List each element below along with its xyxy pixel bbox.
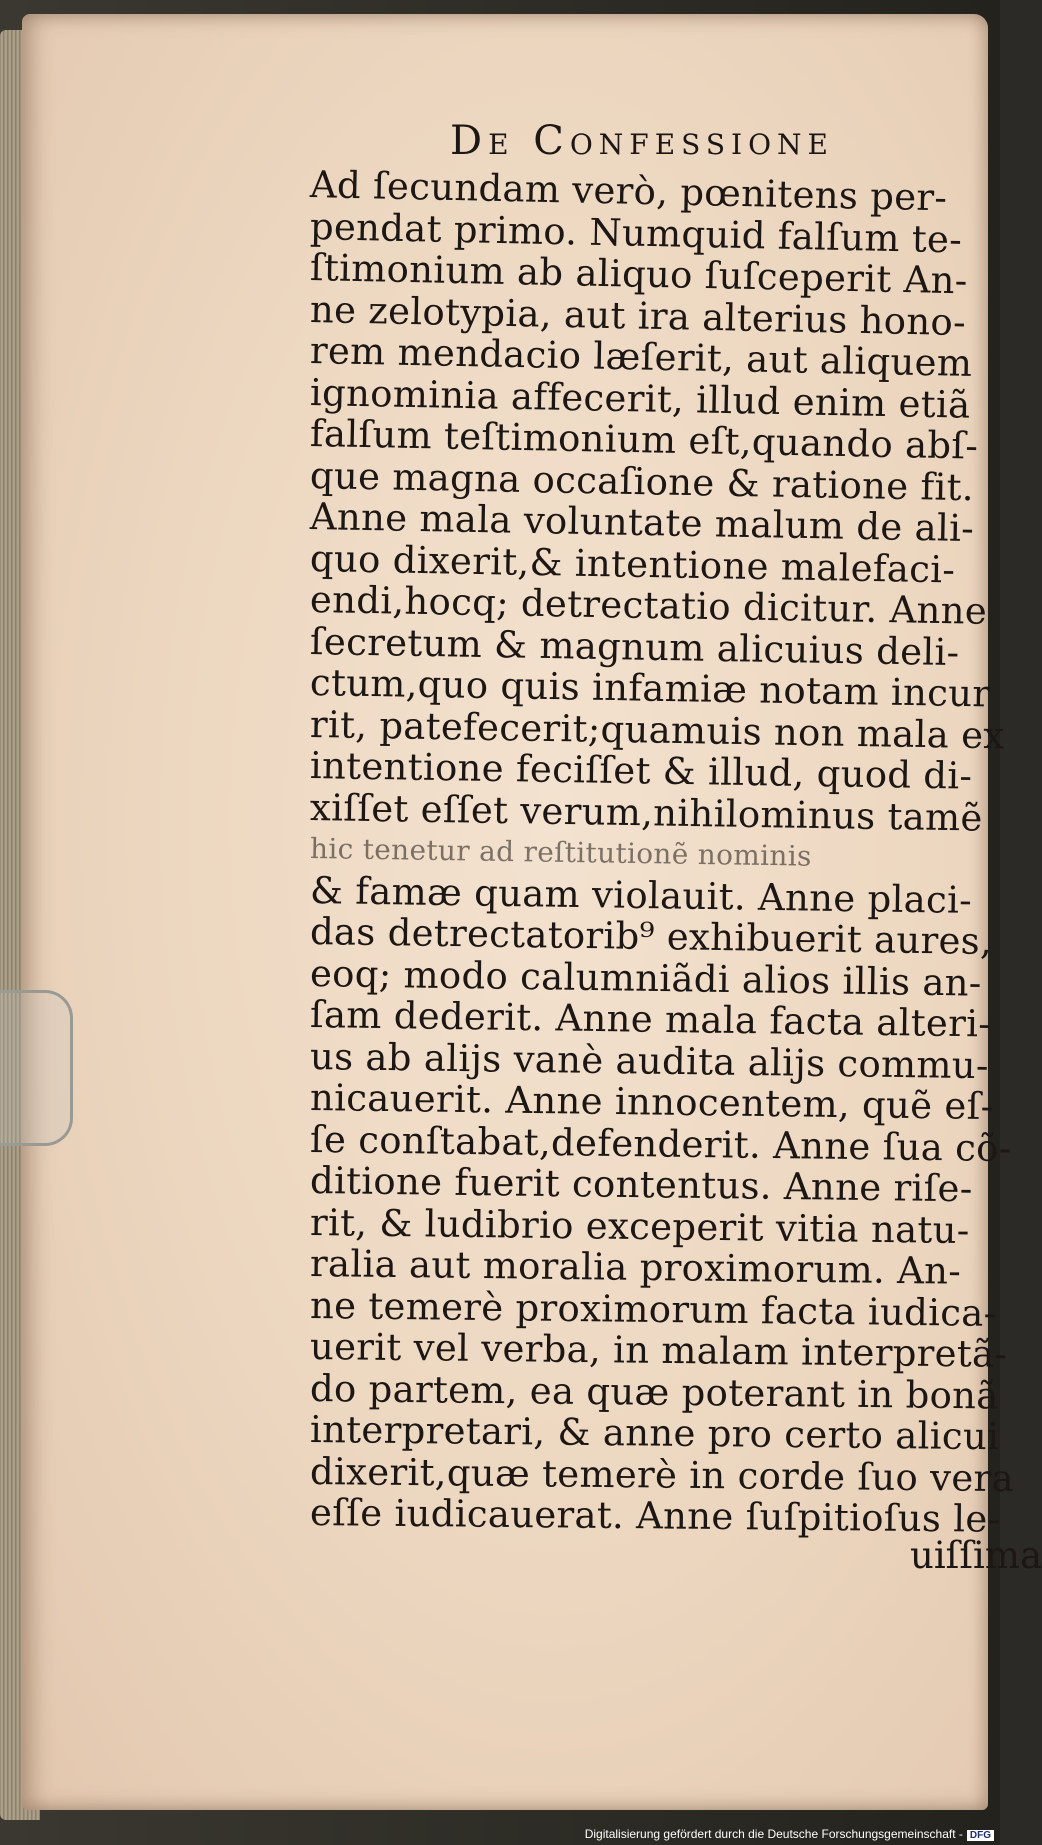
text-line: pendat primo. Numquid falſum te- [309,204,963,261]
page-clip [0,990,73,1146]
text-line: rit, & ludibrio exceperit vitia natu- [309,1200,970,1252]
text-line: ſecretum & magnum alicuius deli- [309,619,960,674]
text-line: ctum,quo quis infamiæ notam incur [309,661,991,716]
text-line: que magna occaſione & ratione fit. [309,453,975,509]
page-text [309,118,1042,1578]
text-line: & famæ quam violauit. Anne placi- [309,868,973,922]
text-line: eſſe iudicauerat. Anne ſuſpitioſus le- [309,1491,1001,1541]
text-line: ditione fuerit contentus. Anne riſe- [309,1159,973,1211]
text-line: rit, patefecerit;quamuis non mala ex [309,702,1005,757]
text-line: rem mendacio læſerit, aut aliquem [309,329,973,385]
text-line: ignominia affecerit, illud enim etiã [309,370,971,427]
digitization-credit [585,1827,994,1841]
text-line: falſum teſtimonium eſt,quando abſ- [309,412,979,468]
text-line: us ab alijs vanè audita alijs commu- [309,1034,990,1087]
text-line: nicauerit. Anne innocentem, quẽ eſ- [309,1076,994,1129]
text-line: hic tenetur ad reſtitutionẽ nominis [309,832,812,873]
running-header: De Confessione [450,118,834,164]
text-line: intentione feciſſet & illud, quod di- [309,744,973,798]
text-line: xiſſet eſſet verum,nihilominus tamẽ [309,785,984,840]
text-line: Anne mala voluntate malum de ali- [309,495,975,551]
dfg-logo: DFG [967,1830,994,1841]
text-line: ralia aut moralia proximorum. An- [309,1242,962,1293]
text-line: endi,hocq; detrectatio dicitur. Anne [309,578,988,633]
text-line: das detrectatorib⁹ exhibuerit aures, [309,910,993,963]
text-line: do partem, ea quæ poterant in bonã [309,1366,999,1417]
text-line: ne temerè proximorum facta iudica- [309,1283,997,1335]
text-line: ne zelotypia, aut ira alterius hono- [309,287,967,344]
text-line: ſe conſtabat,defenderit. Anne ſua cõ- [309,1117,1012,1170]
catchword: uiſſima [910,1533,1042,1577]
text-line: quo dixerit,& intentione malefaci- [309,536,956,591]
text-line: eoq; modo calumniãdi alios illis an- [309,951,982,1005]
text-line: Ad ſecundam verò, pœnitens per- [309,163,948,220]
credit-text: Digitalisierung gefördert durch die Deutsche Forschungsgemeinschaft - [584,1827,963,1841]
text-line: interpretari, & anne pro certo alicui [309,1408,1000,1459]
text-line: ſtimonium ab aliquo ſuſceperit An- [309,246,969,303]
text-line: dixerit,quæ temerè in corde ſuo vera [309,1449,1015,1500]
text-line: uerit vel verba, in malam interpretã- [309,1325,1008,1376]
text-lines [309,163,1015,1541]
text-line: ſam dederit. Anne mala facta alteri- [309,993,992,1046]
